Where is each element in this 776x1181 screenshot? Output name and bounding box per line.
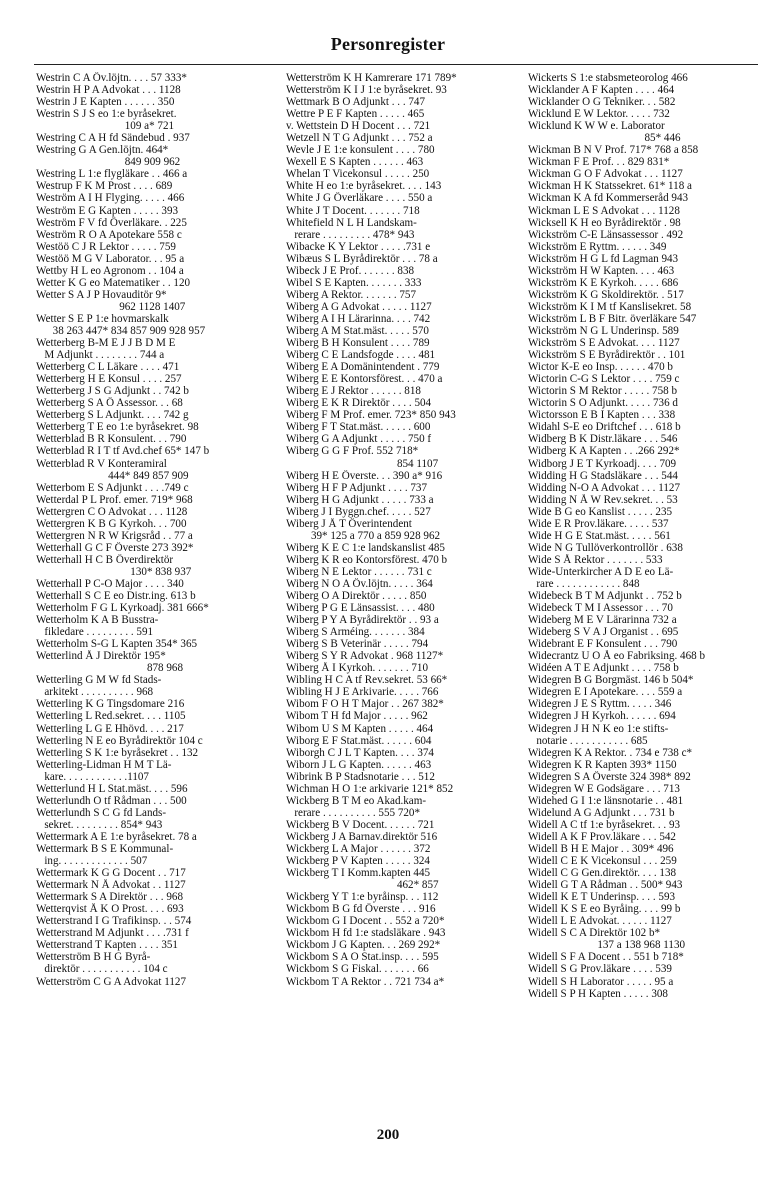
register-entry-line: Widéen A T E Adjunkt . . . . 758 b (528, 662, 679, 675)
register-column-1 (36, 72, 272, 988)
register-entry-line: Wetterstrand M Adjunkt . . . .731 f (36, 927, 189, 940)
register-entry-line: Wideberg M E V Lärarinna 732 a (528, 614, 677, 627)
register-entry-line: 109 a* 721 (36, 120, 175, 133)
register-entry-line: Wiberg G G F Prof. 552 718* (286, 445, 419, 458)
register-entry-line: Wetterhall P C-O Major . . . . 340 (36, 577, 184, 590)
register-entry-line: Wictorin S M Rektor . . . . . 758 b (528, 385, 678, 398)
register-entry-line: Weström E G Kapten . . . . . 393 (36, 204, 179, 217)
register-entry-line: Wickbom S A O Stat.insp. . . . 595 (286, 951, 439, 964)
register-entry-line: Wetterstrand T Kapten . . . . 351 (36, 939, 178, 952)
register-entry-line: Wettergren N R W Krigsråd . . 77 a (36, 529, 193, 542)
register-entry-line: Wettergren K B G Kyrkoh. . . 700 (36, 517, 187, 530)
register-entry-line: Westrin S J S eo 1:e byråsekret. (36, 108, 177, 121)
register-entry-line: Wetterblad R I T tf Avd.chef 65* 147 b (36, 445, 210, 458)
register-entry-line: Wiberg E K R Direktör . . . . 504 (286, 397, 432, 410)
register-entry-line: Wictorin C-G S Lektor . . . . 759 c (528, 373, 680, 386)
register-entry-line: Wickström H G L fd Lagman 943 (528, 252, 679, 265)
register-entry-line: Widell S P H Kapten . . . . . 308 (528, 987, 668, 1000)
register-entry-line: Wetterberg S A Ö Assessor. . . 68 (36, 397, 183, 410)
register-entry-line: Widell B H E Major . . 309* 496 (528, 843, 674, 855)
register-entry-line: Wetterling-Lidman H M T Lä- (36, 758, 172, 771)
register-entry-line: Wetterberg H E Konsul . . . . 257 (36, 373, 182, 386)
register-entry-line: Wetterlundh S C G fd Lands- (36, 806, 167, 819)
register-entry-line: Weström A I H Flyging. . . . . 466 (36, 192, 185, 205)
register-entry-line: Wickström K G Skoldirektör. . 517 (528, 288, 684, 301)
register-entry-line: Wibom T H fd Major . . . . . 962 (286, 710, 428, 723)
register-entry-line: Westrin H P A Advokat . . . 1128 (36, 84, 181, 97)
register-entry-line: Wiberg C E Landsfogde . . . . 481 (286, 349, 436, 362)
register-entry-line: Westöö M G V Laborator. . . 95 a (36, 252, 185, 265)
register-entry-line: White H eo 1:e byråsekret. . . . 143 (286, 180, 442, 193)
register-entry-line: Wetterberg C L Läkare . . . . 471 (36, 361, 180, 374)
register-entry-line: Wiberg S B Veterinär . . . . . 794 (286, 638, 429, 651)
register-entry-line: Wettermark B S E Kommunal- (36, 843, 174, 855)
register-entry-line: Widell C G Gen.direktör. . . . 138 (528, 867, 677, 880)
register-entry-line: Wiberg K R eo Kontorsförest. 470 b (286, 553, 448, 566)
register-entry-line: Wetterhall G C F Överste 273 392* (36, 541, 194, 554)
register-entry-line: Wettergren C O Advokat . . . 1128 (36, 505, 188, 518)
register-entry-line: Wide B G eo Kanslist . . . . . 235 (528, 505, 673, 518)
register-entry-line: Wiberg P Y A Byrådirektör . . 93 a (286, 614, 439, 627)
register-entry-line: Wetterqvist Å K O Prost. . . . 693 (36, 903, 184, 916)
register-entry-line: White J T Docent. . . . . . . 718 (286, 204, 420, 217)
register-entry-line: Wettermark N Å Advokat . . 1127 (36, 879, 186, 892)
register-entry-line: Wickberg P V Kapten . . . . . 324 (286, 855, 430, 868)
register-entry-line: Wetterberg J S G Adjunkt . . 742 b (36, 385, 189, 398)
register-entry-line: direktör . . . . . . . . . . . 104 c (36, 963, 168, 976)
register-entry-line: Wiberg E J Rektor . . . . . . 818 (286, 385, 421, 398)
register-entry-line: M Adjunkt . . . . . . . . 744 a (36, 349, 165, 362)
register-entry-line: Westring G A Gen.löjtn. 464* (36, 144, 169, 157)
header-rule (34, 64, 758, 65)
register-entry-line: Wibæus S L Byrådirektör . . . 78 a (286, 252, 438, 265)
register-entry-line: Wetterling K G Tingsdomare 216 (36, 698, 185, 711)
register-entry-line: Wetterström K H Kamrerare 171 789* (286, 72, 457, 84)
register-entry-line: Wetter S E P 1:e hovmarskalk (36, 312, 169, 325)
register-entry-line: Widecrantz U O Å eo Fabriksing. 468 b (528, 650, 706, 663)
register-entry-line: Wetterholm F G L Kyrkoadj. 381 666* (36, 602, 209, 615)
register-entry-line: Widegren K R Kapten 393* 1150 (528, 758, 677, 771)
register-entry-line: Wetterlund H L Stat.mäst. . . . 596 (36, 782, 188, 795)
register-entry-line: Widell A K F Prov.läkare . . . 542 (528, 830, 676, 843)
register-entry-line: Widebrant E F Konsulent . . . 790 (528, 638, 678, 651)
register-entry-line: Widebeck B T M Adjunkt . . 752 b (528, 590, 682, 603)
register-entry-line: Wickman H K Statssekret. 61* 118 a (528, 180, 692, 193)
register-entry-line: Wetterling S K 1:e byråsekret . . 132 (36, 746, 199, 759)
register-entry-line: Wickman B N V Prof. 717* 768 a 858 (528, 144, 699, 157)
register-entry-line: Widegren W E Godsägare . . . 713 (528, 782, 680, 795)
register-entry-line: 854 1107 (286, 457, 439, 470)
register-entry-line: Wexell E S Kapten . . . . . . 463 (286, 156, 424, 169)
register-entry-line: Wiberg A M Stat.mäst. . . . . 570 (286, 324, 429, 337)
register-entry-line: Wickström L B F Bitr. överläkare 547 (528, 312, 697, 325)
register-entry-line: rerare . . . . . . . . . 478* 943 (286, 228, 415, 241)
register-entry-line: Wetterbom E S Adjunkt . . . .749 c (36, 481, 189, 494)
register-entry-line: Wickberg B T M eo Akad.kam- (286, 794, 427, 807)
register-entry-line: Widberg B K Distr.läkare . . . 546 (528, 433, 678, 446)
register-entry-line: Wiberg P G E Länsassist. . . . 480 (286, 602, 435, 615)
register-entry-line: Wiberg B H Konsulent . . . . 789 (286, 337, 430, 350)
register-entry-line: Wiborgh C J L T Kapten. . . . 374 (286, 746, 434, 759)
register-entry-line: Wickbom J G Kapten. . . 269 292* (286, 939, 441, 952)
register-entry-line: Wickman F E Prof. . . 829 831* (528, 156, 670, 169)
register-entry-line: Widell G T A Rådman . . 500* 943 (528, 879, 683, 892)
register-entry-line: Wickström K I M tf Kanslisekret. 58 (528, 300, 692, 313)
register-entry-line: kare. . . . . . . . . . . .1107 (36, 770, 149, 783)
register-entry-line: Wibom F O H T Major . . 267 382* (286, 698, 444, 711)
register-entry-line: Widegren J E S Ryttm. . . . . 346 (528, 698, 672, 711)
register-entry-line: Widell S H Laborator . . . . . 95 a (528, 975, 674, 988)
register-entry-line: Wickström E Ryttm. . . . . . 349 (528, 240, 667, 253)
register-entry-line: Wetterberg S L Adjunkt. . . . 742 g (36, 409, 189, 422)
register-entry-line: Wickbom H fd 1:e stadsläkare . 943 (286, 927, 446, 940)
register-entry-line: Wiberg S Y R Advokat . 968 1127* (286, 650, 444, 663)
register-entry-line: Widehed G I 1:e länsnotarie . . 481 (528, 794, 684, 807)
register-entry-line: Wiberg H E Överste. . . 390 a* 916 (286, 469, 443, 482)
register-entry-line: Wetterholm K A B Busstra- (36, 614, 159, 627)
register-entry-line: 849 909 962 (36, 156, 181, 169)
register-entry-line: Wettermark S A Direktör . . . 968 (36, 891, 183, 904)
register-entry-line: Wetterberg B-M E J J B D M E (36, 337, 176, 350)
register-entry-line: Wide N G Tullöverkontrollör . 638 (528, 541, 683, 554)
register-entry-line: Widebeck T M I Assessor . . . 70 (528, 602, 673, 615)
register-entry-line: Wickström H W Kapten. . . . 463 (528, 264, 675, 277)
register-entry-line: Wiberg N E Lektor . . . . . . 731 c (286, 565, 432, 578)
register-column-2 (286, 72, 522, 988)
register-entry-line: 38 263 447* 834 857 909 928 957 (36, 324, 206, 337)
register-entry-line: Wiborn J L G Kapten. . . . . . 463 (286, 758, 432, 771)
register-entry-line: Weström F V fd Överläkare. . 225 (36, 216, 187, 229)
register-entry-line: Wicksell K H eo Byrådirektör . 98 (528, 216, 681, 229)
register-entry-line: Wickström S E Byrådirektör . . 101 (528, 349, 686, 362)
register-entry-line: Widegren E I Apotekare. . . . 559 a (528, 686, 683, 699)
register-entry-line: Wicklander O G Tekniker. . . 582 (528, 96, 676, 109)
register-entry-line: Wetzell N T G Adjunkt . . . 752 a (286, 132, 433, 145)
register-entry-line: Westring C A H fd Sändebud . 937 (36, 132, 190, 145)
register-entry-line: Wickbom T A Rektor . . 721 734 a* (286, 975, 445, 988)
register-entry-line: Wiberg G A Adjunkt . . . . . 750 f (286, 433, 432, 446)
register-entry-line: Wickberg Y T 1:e byråinsp. . . 112 (286, 891, 439, 904)
register-entry-line: 462* 857 (286, 879, 439, 892)
register-entry-line: Wictorin S O Adjunkt. . . . . 736 d (528, 397, 678, 410)
register-entry-line: Wickström S E Advokat. . . . 1127 (528, 337, 680, 350)
register-entry-line: Widberg K A Kapten . . .266 292* (528, 445, 680, 458)
register-entry-line: Wiberg E E Kontorsförest. . . 470 a (286, 373, 443, 386)
register-entry-line: Wibeck J E Prof. . . . . . . 838 (286, 264, 415, 277)
register-entry-line: Weström R O A Apotekare 558 c (36, 228, 182, 241)
register-entry-line: Wibel S E Kapten. . . . . . . 333 (286, 276, 422, 289)
register-entry-line: Wickberg L A Major . . . . . . 372 (286, 843, 431, 855)
register-entry-line: Wiberg H G Adjunkt . . . . . 733 a (286, 493, 434, 506)
register-entry-line: Wiberg O A Direktör . . . . . 850 (286, 590, 427, 603)
register-entry-line: Wiberg Å I Kyrkoh. . . . . . . 710 (286, 662, 429, 675)
register-entry-line: Wiberg A I H Lärarinna. . . . 742 (286, 312, 431, 325)
register-entry-line: Wetterlundh O tf Rådman . . . 500 (36, 794, 187, 807)
register-entry-line: Wetterlind Å J Direktör 195* (36, 650, 166, 663)
register-entry-line: Widding N Å W Rev.sekret. . . 53 (528, 493, 678, 506)
register-entry-line: Wiberg F T Stat.mäst. . . . . . 600 (286, 421, 431, 434)
register-entry-line: Wickberg B V Docent. . . . . . 721 (286, 818, 435, 831)
register-entry-line: Widell S F A Docent . . 551 b 718* (528, 951, 684, 964)
register-entry-line: Wicklund E W Lektor. . . . . 732 (528, 108, 670, 121)
register-entry-line: Widding H G Stadsläkare . . . 544 (528, 469, 678, 482)
register-entry-line: Wictorsson E B I Kapten . . . 338 (528, 409, 676, 422)
register-entry-line: Westrin C A Öv.löjtn. . . . 57 333* (36, 72, 187, 84)
register-entry-line: Widahl S-E eo Driftchef . . . 618 b (528, 421, 681, 434)
register-entry-line: Widborg J E T Kyrkoadj. . . . 709 (528, 457, 677, 470)
register-entry-line: Widell S C A Direktör 102 b* (528, 927, 661, 940)
register-entry-line: Wicklund K W W e. Laborator (528, 120, 665, 133)
register-entry-line: Wiberg J I Byggn.chef. . . . . 527 (286, 505, 431, 518)
register-entry-line: Wibrink B P Stadsnotarie . . . 512 (286, 770, 435, 783)
register-entry-line: Wiberg E A Domänintendent . 779 (286, 361, 440, 374)
register-entry-line: Widding N-O A Advokat . . . 1127 (528, 481, 680, 494)
register-entry-line: Wickström K E Kyrkoh. . . . . 686 (528, 276, 679, 289)
register-entry-line: Wetterblad B R Konsulent. . . 790 (36, 433, 187, 446)
register-entry-line: 962 1128 1407 (36, 300, 186, 313)
register-entry-line: Widell A C tf 1:e byråsekret. . . 93 (528, 818, 681, 831)
register-entry-line: Wettmark B O Adjunkt . . . 747 (286, 96, 426, 109)
register-entry-line: fikledare . . . . . . . . . 591 (36, 626, 154, 639)
register-entry-line: Wicklander A F Kapten . . . . 464 (528, 84, 675, 97)
register-entry-line: Wichman H O 1:e arkivarie 121* 852 (286, 782, 454, 795)
register-entry-line: Wetterhall H C B Överdirektör (36, 553, 174, 566)
register-entry-line: Widelund A G Adjunkt . . . 731 b (528, 806, 675, 819)
register-entry-line: Wiberg A G Advokat . . . . . 1127 (286, 300, 432, 313)
register-entry-line: Wide H G E Stat.mäst. . . . . 561 (528, 529, 671, 542)
register-entry-line: Westring L 1:e flygläkare . . 466 a (36, 168, 188, 181)
register-entry-line: v. Wettstein D H Docent . . . 721 (286, 120, 431, 133)
register-entry-line: 39* 125 a 770 a 859 928 962 (286, 529, 441, 542)
register-entry-line: Wetterling G M W fd Stads- (36, 674, 162, 687)
register-entry-line: 137 a 138 968 1130 (528, 939, 686, 952)
register-entry-line: 878 968 (36, 662, 183, 675)
register-entry-line: Widell K S E eo Byråing. . . . 99 b (528, 903, 681, 916)
register-entry-line: Wettre P E F Kapten . . . . . 465 (286, 108, 425, 121)
register-entry-line: Wickbom S G Fiskal. . . . . . . 66 (286, 963, 429, 976)
register-entry-line: Wettermark K G G Docent . . 717 (36, 867, 186, 880)
register-entry-line: Wiberg H F P Adjunkt . . . . 737 (286, 481, 428, 494)
register-entry-line: Wickbom G I Docent . . 552 a 720* (286, 915, 445, 928)
register-entry-line: Wiberg N O A Öv.löjtn. . . . . 364 (286, 577, 433, 590)
register-entry-line: Wetterholm S-G L Kapten 354* 365 (36, 638, 198, 651)
register-entry-line: Westrup F K M Prost . . . . 689 (36, 180, 173, 193)
register-entry-line: Wickberg J A Barnav.direktör 516 (286, 830, 438, 843)
register-entry-line: Wetterberg T E eo 1:e byråsekret. 98 (36, 421, 199, 434)
register-entry-line: Wevle J E 1:e konsulent . . . . 780 (286, 144, 435, 157)
register-entry-line: Wickman K A fd Kommerseråd 943 (528, 192, 689, 205)
register-entry-line: Wettby H L eo Agronom . . 104 a (36, 264, 184, 277)
register-entry-line: Wetterling L G E Hhövd. . . . 217 (36, 722, 184, 735)
register-entry-line: Widell C E K Vicekonsul . . . 259 (528, 855, 677, 868)
register-entry-line: Wiberg A Rektor. . . . . . . 757 (286, 288, 417, 301)
register-entry-line: 130* 838 937 (36, 565, 192, 578)
register-entry-line: Wickman G O F Advokat . . . 1127 (528, 168, 683, 181)
register-entry-line: Wetterstrand I G Trafikinsp. . . 574 (36, 915, 192, 928)
register-entry-line: 85* 446 (528, 132, 681, 145)
register-entry-line: Wickström N G L Underinsp. 589 (528, 324, 679, 337)
register-entry-line: Wide-Unterkircher A D E eo Lä- (528, 565, 674, 578)
register-entry-line: Wetterhall S C E eo Distr.ing. 613 b (36, 590, 196, 603)
register-entry-line: Wiberg K E C 1:e landskanslist 485 (286, 541, 445, 554)
register-entry-line: Wickbom B G fd Överste . . . 916 (286, 903, 436, 916)
register-entry-line: Widell L E Advokat. . . . . . 1127 (528, 915, 672, 928)
register-entry-line: Wickman L E S Advokat . . . 1128 (528, 204, 680, 217)
register-entry-line: Wictor K-E eo Insp. . . . . . 470 b (528, 361, 673, 374)
register-entry-line: Wetter K G eo Matematiker . . 120 (36, 276, 191, 289)
register-entry-line: rare . . . . . . . . . . . . 848 (528, 577, 640, 590)
register-entry-line: Wickberg T I Komm.kapten 445 (286, 867, 431, 880)
register-entry-line: notarie . . . . . . . . . . . 685 (528, 734, 648, 747)
register-entry-line: Wetterström C G A Advokat 1127 (36, 975, 186, 988)
register-entry-line: Wibacke K Y Lektor . . . . .731 e (286, 240, 431, 253)
register-entry-line: Wetterling N E eo Byrådirektör 104 c (36, 734, 203, 747)
page-number: 200 (376, 1127, 400, 1143)
register-entry-line: Whitefield N L H Landskam- (286, 216, 417, 229)
register-entry-line: Wide E R Prov.läkare. . . . . 537 (528, 517, 669, 530)
register-entry-line: Westrin J E Kapten . . . . . . 350 (36, 96, 175, 109)
register-entry-line: ing. . . . . . . . . . . . . 507 (36, 855, 148, 868)
register-entry-line: Wide S Å Rektor . . . . . . . 533 (528, 553, 663, 566)
register-entry-line: arkitekt . . . . . . . . . . 968 (36, 686, 154, 699)
register-entry-line: Widell S G Prov.läkare . . . . 539 (528, 963, 672, 976)
register-entry-line: Widegren B G Borgmäst. 146 b 504* (528, 674, 694, 687)
register-entry-line: Wickerts S 1:e stabsmeteorolog 466 (528, 72, 688, 84)
register-entry-line: Wibom U S M Kapten . . . . . 464 (286, 722, 434, 735)
register-entry-line: Westöö C J R Lektor . . . . . 759 (36, 240, 176, 253)
register-entry-line: Wibling H C A tf Rev.sekret. 53 66* (286, 674, 448, 687)
register-entry-line: Wetter S A J P Hovauditör 9* (36, 288, 167, 301)
register-entry-line: Wettermark A E 1:e byråsekret. 78 a (36, 830, 197, 843)
register-entry-line: Wibling H J E Arkivarie. . . . . 766 (286, 686, 439, 699)
register-entry-line: Widegren J H Kyrkoh. . . . . . 694 (528, 710, 676, 723)
register-entry-line: White J G Överläkare . . . . 550 a (286, 192, 433, 205)
register-entry-line: Widegren S A Överste 324 398* 892 (528, 770, 691, 783)
register-entry-line: Whelan T Vicekonsul . . . . . 250 (286, 168, 430, 181)
register-entry-line: Wideberg S V A J Organist . . 695 (528, 626, 679, 639)
page-title: Personregister (330, 34, 446, 54)
register-entry-line: Widegren K A Rektor. . 734 e 738 c* (528, 746, 693, 759)
register-entry-line: Wetterström B H G Byrå- (36, 951, 151, 964)
register-entry-line: Wiberg F M Prof. emer. 723* 850 943 (286, 409, 456, 422)
register-entry-line: 444* 849 857 909 (36, 469, 189, 482)
register-entry-line: Wetterdal P L Prof. emer. 719* 968 (36, 493, 193, 506)
register-entry-line: Widell K E T Underinsp. . . . 593 (528, 891, 676, 904)
register-entry-line: Wetterström K I J 1:e byråsekret. 93 (286, 84, 447, 97)
register-entry-line: Wiberg S Arméing. . . . . . . 384 (286, 626, 425, 639)
register-column-3 (528, 72, 764, 1000)
register-entry-line: Wickström C-E Länsassessor . 492 (528, 228, 684, 241)
register-entry-line: Widegren J H N K eo 1:e stifts- (528, 722, 669, 735)
register-entry-line: Wetterling L Red.sekret. . . . 1105 (36, 710, 186, 723)
register-entry-line: Wiberg J Å T Överintendent (286, 517, 412, 530)
register-entry-line: sekret. . . . . . . . . 854* 943 (36, 818, 163, 831)
register-entry-line: Wetterblad R V Konteramiral (36, 457, 167, 470)
register-entry-line: Wiborg E F Stat.mäst. . . . . . 604 (286, 734, 432, 747)
register-entry-line: rerare . . . . . . . . . . 555 720* (286, 806, 421, 819)
